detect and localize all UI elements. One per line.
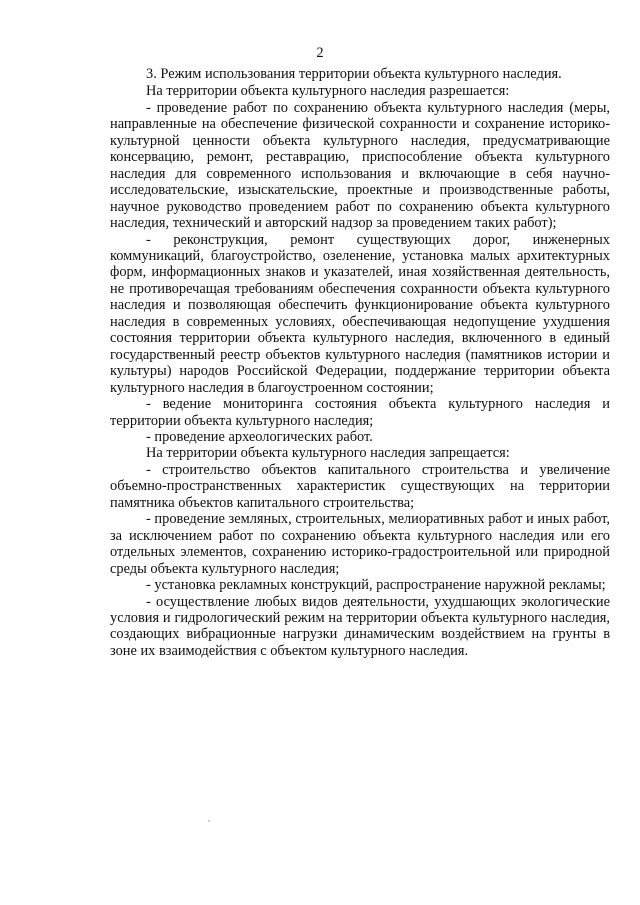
prohibited-intro: На территории объекта культурного наследия запрещается: [146,445,510,462]
allowed-item: - проведение археологических работ. [146,428,373,445]
allowed-item: - реконструкция, ремонт существующих дорог, инженерных коммуникаций, благоустройство, озеленение, установка малых архитектурных форм, информационных знаков и указателей, иная хозяйственная деятельность, не противоречащая требованиям обеспечения сохранности объекта культурного наследия и позволяющая обеспечить функционирование объекта культурного наследия в современных условиях, обеспечивающая недопущение ухудшения состояния территории объекта культурного наследия, включенного в единый государственный реестр объектов культурного наследия (памятников истории и культуры) народов Российской Федерации, поддержание территории объекта культурного наследия в благоустроенном состоянии; [110,231,610,396]
allowed-item: - ведение мониторинга состояния объекта культурного наследия и территории объекта культурного наследия; [110,396,610,429]
prohibited-item: - установка рекламных конструкций, распространение наружной рекламы; [146,577,606,594]
prohibited-item: - осуществление любых видов деятельности, ухудшающих экологические условия и гидрологический режим на территории объекта культурного наследия, создающих вибрационные нагрузки динамическим воздействием на грунты в зоне их взаимодействия с объектом культурного наследия. [110,593,610,659]
scan-speck [208,820,210,822]
section-title: 3. Режим использования территории объекта культурного наследия. [146,66,562,82]
allowed-item: - проведение работ по сохранению объекта культурного наследия (меры, направленные на обеспечение физической сохранности и сохранение историко-культурной ценности объекта культурного наследия, предусматривающие консервацию, ремонт, реставрацию, приспособление объекта культурного наследия для современного использования и включающие в себя научно-исследовательские, изыскательские, проектные и производственные работы, научное руководство проведением работ по сохранению объекта культурного наследия, технический и авторский надзор за проведением таких работ); [110,99,610,232]
allowed-intro: На территории объекта культурного наследия разрешается: [146,83,510,100]
page-number: 2 [316,45,324,61]
document-body [110,66,610,659]
prohibited-item: - проведение земляных, строительных, мелиоративных работ и иных работ, за исключением работ по сохранению объекта культурного наследия или его отдельных элементов, сохранению историко-градостроительной или природной среды объекта культурного наследия; [110,511,610,577]
prohibited-item: - строительство объектов капитального строительства и увеличение объемно-пространственных характеристик существующих на территории памятника объектов капитального строительства; [110,461,610,511]
